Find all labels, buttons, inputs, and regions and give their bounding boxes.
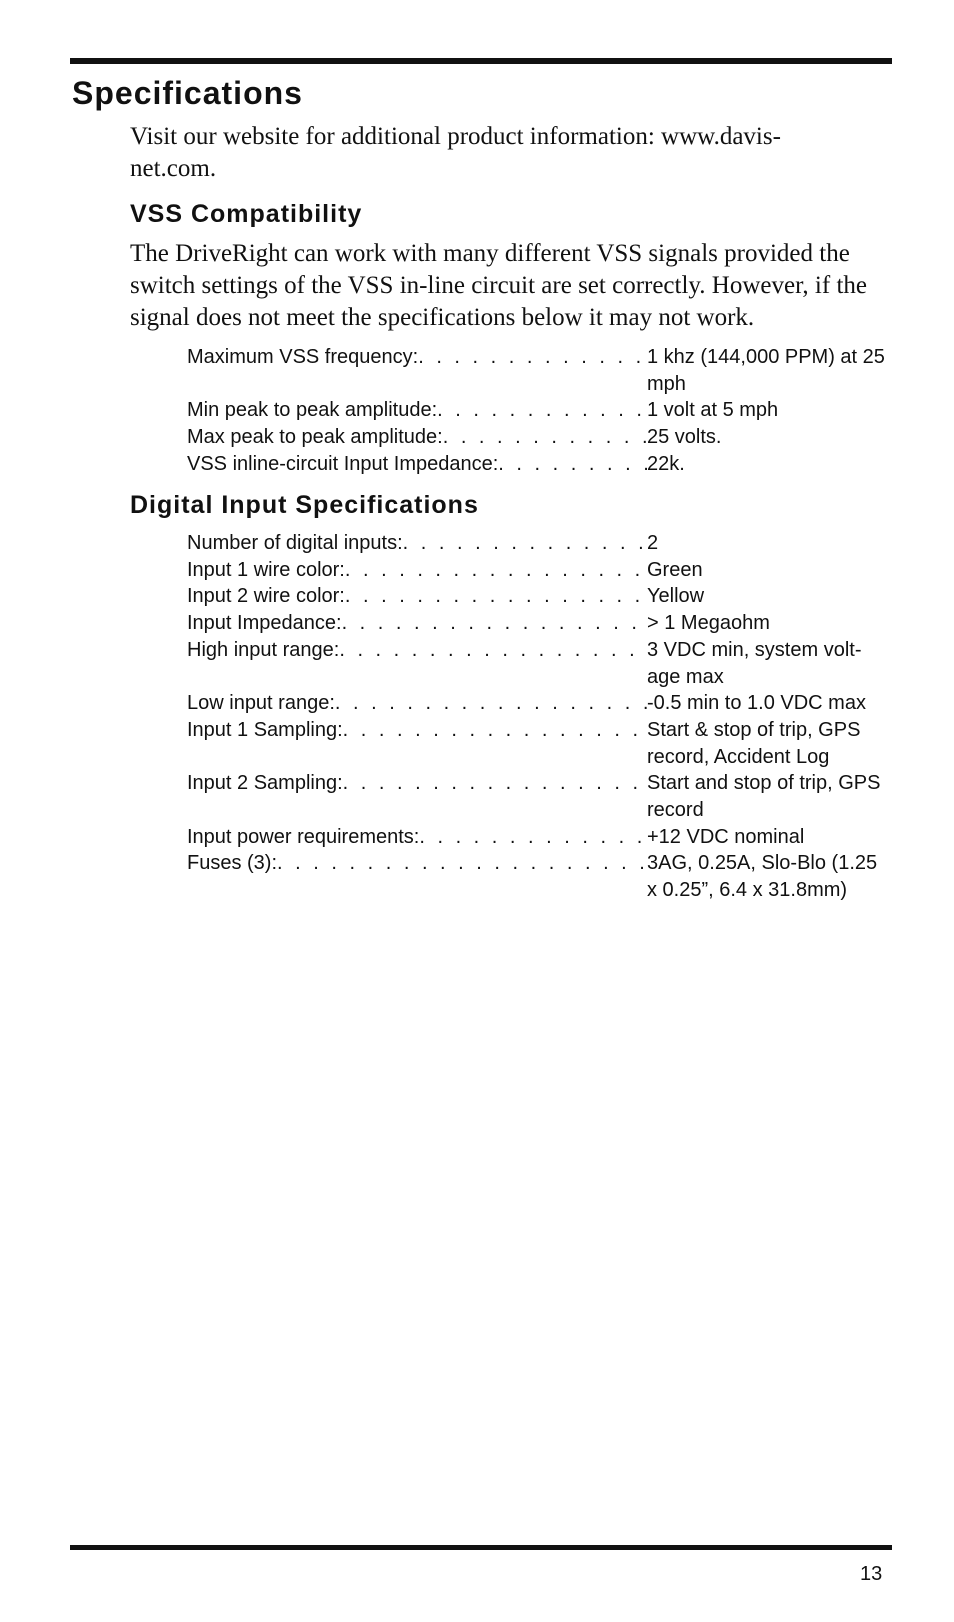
dot-leader — [345, 583, 647, 610]
spec-label: Maximum VSS frequency: — [187, 346, 419, 368]
spec-row — [187, 344, 887, 397]
dot-leader — [343, 770, 647, 797]
spec-row — [187, 610, 887, 637]
spec-value: 22k. — [647, 452, 685, 475]
page-title: Specifications — [72, 75, 303, 111]
dot-leader — [418, 344, 647, 371]
spec-label: High input range: — [187, 638, 340, 661]
spec-label: Input 1 wire color: — [187, 558, 345, 581]
spec-label: Input power requirements: — [187, 825, 420, 848]
spec-row — [187, 583, 887, 610]
spec-row — [187, 451, 887, 478]
spec-value: 3AG, 0.25A, Slo-Blo (1.25 x 0.25”, 6.4 x 31.8mm) — [647, 852, 878, 902]
spec-row — [187, 557, 887, 584]
spec-label: Max peak to peak amplitude: — [187, 426, 443, 449]
spec-value: 1 volt at 5 mph — [647, 399, 779, 422]
spec-value: 25 volts. — [647, 426, 722, 449]
spec-label: Low input range: — [187, 692, 335, 715]
vss-spec-list — [187, 344, 887, 478]
spec-label: Input 1 Sampling: — [187, 718, 343, 741]
spec-label: Min peak to peak amplitude: — [187, 399, 438, 422]
bottom-rule — [70, 1545, 892, 1550]
dot-leader — [342, 610, 647, 637]
dot-leader — [403, 530, 647, 557]
spec-label: Input 2 Sampling: — [187, 772, 343, 795]
spec-value: Start and stop of trip, GPS record — [647, 772, 881, 822]
spec-label: Number of digital inputs: — [187, 532, 403, 554]
spec-value: 2 — [647, 532, 659, 554]
spec-label: VSS inline-circuit Input Impedance: — [187, 452, 499, 475]
dot-leader — [419, 824, 647, 851]
spec-value: 3 VDC min, system volt-age max — [647, 638, 862, 688]
spec-value: > 1 Megaohm — [647, 612, 770, 635]
digital-input-specifications-heading: Digital Input Specifications — [130, 491, 479, 519]
spec-row — [187, 717, 887, 770]
dot-leader — [343, 717, 647, 744]
spec-row — [187, 424, 887, 451]
spec-row — [187, 637, 887, 690]
dot-leader — [277, 850, 647, 877]
spec-row — [187, 770, 887, 823]
spec-value: +12 VDC nominal — [647, 825, 805, 848]
top-rule — [70, 58, 892, 64]
dot-leader — [498, 451, 647, 478]
spec-value: Yellow — [647, 585, 705, 608]
dot-leader — [345, 557, 647, 584]
spec-value: Green — [647, 558, 703, 581]
spec-row — [187, 850, 887, 903]
vss-body-text: The DriveRight can work with many different VSS signals provided the switch settings of the VSS in-line circuit are set correctly. However, if the signal does not meet the specifications below it may not work. — [130, 240, 867, 331]
spec-label: Fuses (3): — [187, 852, 278, 875]
spec-value: 1 khz (144,000 PPM) at 25 mph — [647, 346, 885, 395]
spec-row — [187, 690, 887, 717]
intro-text: Visit our website for additional product information: www.davis-net.com. — [130, 123, 781, 182]
spec-label: Input 2 wire color: — [187, 585, 345, 608]
spec-value: -0.5 min to 1.0 VDC max — [647, 692, 866, 715]
dot-leader — [335, 690, 647, 717]
dot-leader — [443, 424, 647, 451]
digital-spec-list — [187, 530, 887, 904]
spec-row — [187, 397, 887, 424]
spec-row — [187, 824, 887, 851]
spec-row — [187, 530, 887, 557]
spec-label: Input Impedance: — [187, 612, 342, 635]
spec-value: Start & stop of trip, GPS record, Accident Log — [647, 718, 861, 768]
page-number: 13 — [860, 1563, 883, 1585]
dot-leader — [437, 397, 647, 424]
vss-compatibility-heading: VSS Compatibility — [130, 200, 363, 228]
dot-leader — [339, 637, 647, 664]
